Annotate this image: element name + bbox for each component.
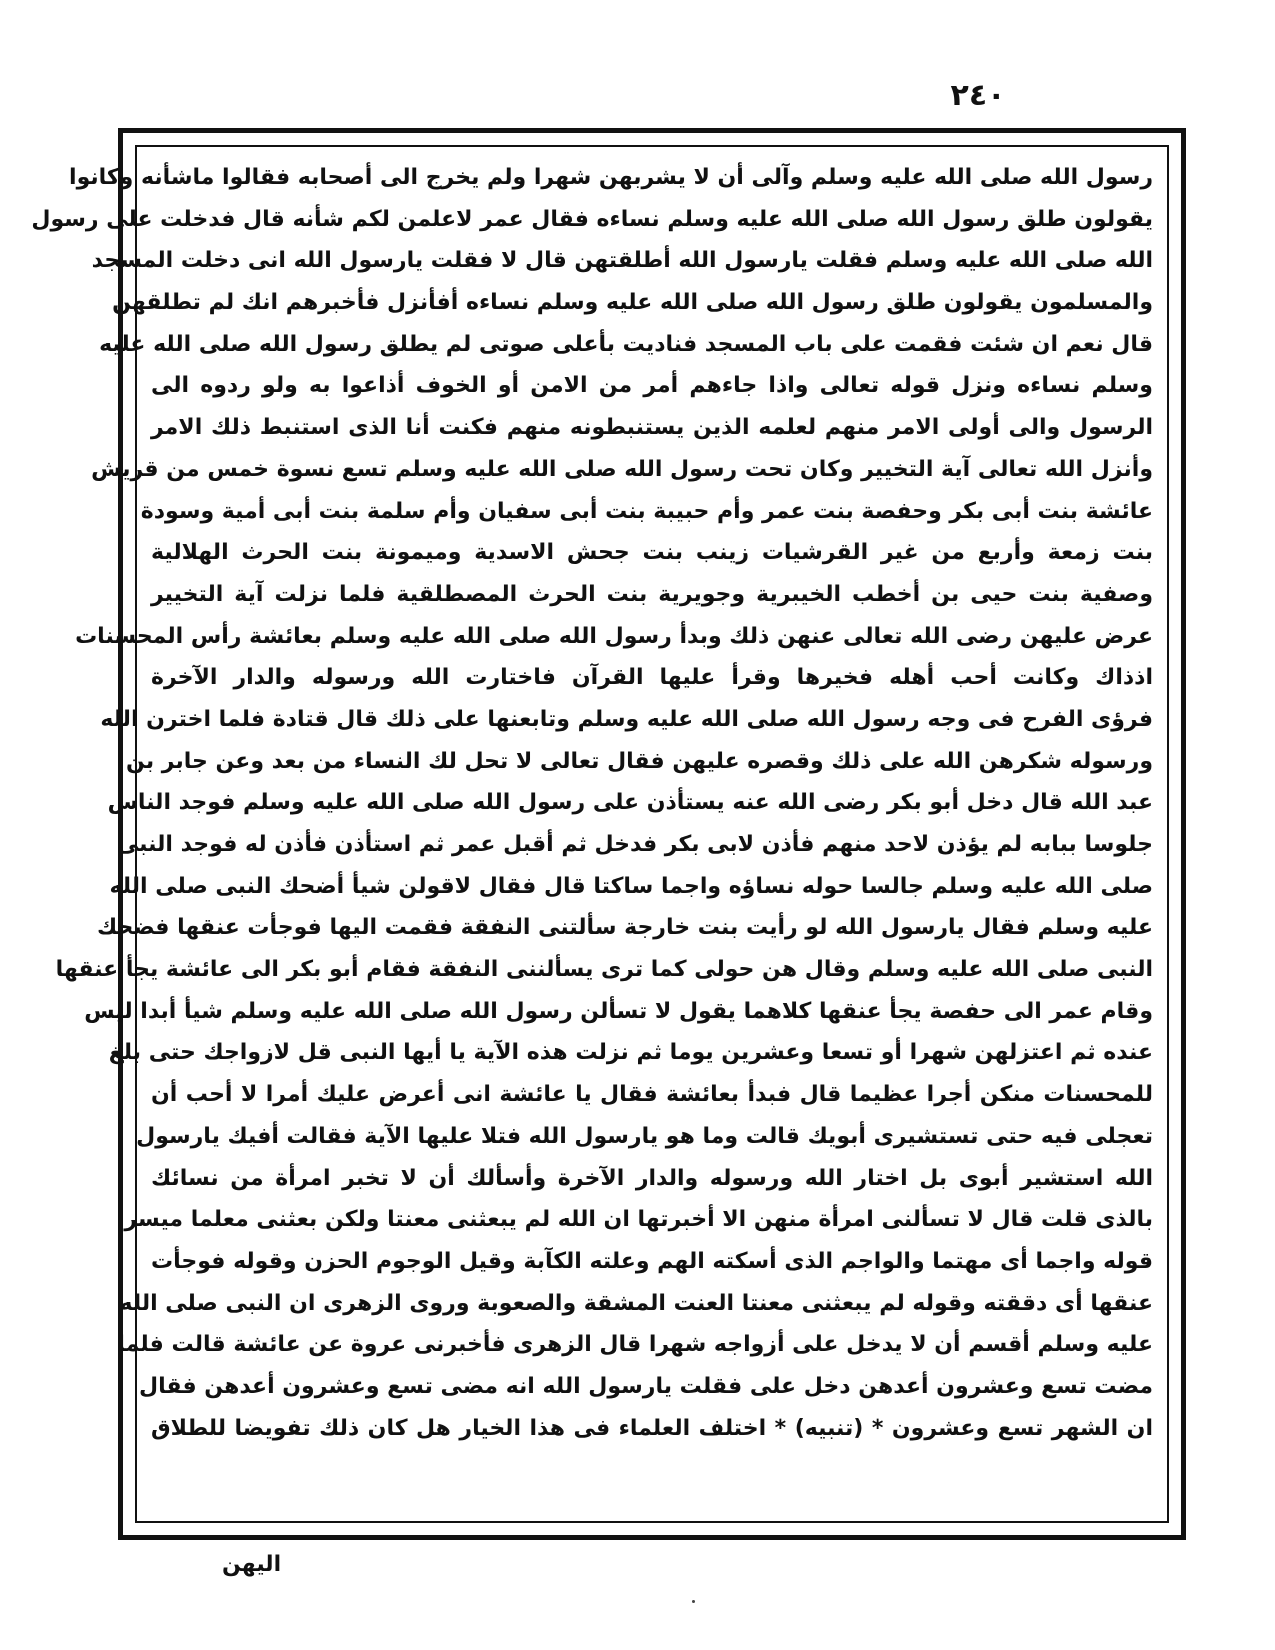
text-line: للمحسنات منكن أجرا عظيما قال فبدأ بعائشة فقال يا عائشة انى أعرض عليك أمرا لا أحب أن <box>151 1082 1153 1108</box>
text-line: عليه وسلم أقسم أن لا يدخل على أزواجه شهرا قال الزهرى فأخبرنى عروة عن عائشة قالت فلما <box>117 1332 1153 1358</box>
text-line: عرض عليهن رضى الله تعالى عنهن ذلك وبدأ رسول الله صلى الله عليه وسلم بعائشة رأس المحسنات <box>75 623 1153 649</box>
text-line: وأنزل الله تعالى آية التخيير وكان تحت رسول الله صلى الله عليه وسلم تسع نسوة خمس من قريش <box>91 456 1153 482</box>
text-line: عنقها أى دققته وقوله لم يبعثنى معنتا العنت المشقة والصعوبة وروى الزهرى ان النبى صلى الله <box>119 1290 1153 1316</box>
text-line: بنت زمعة وأربع من غير القرشيات زينب بنت جحش الاسدية وميمونة بنت الحرث الهلالية <box>151 540 1153 566</box>
page-border-outer <box>31 128 1186 1540</box>
text-line: تعجلى فيه حتى تستشيرى أبويك قالت وما هو يارسول الله فتلا عليها الآية فقالت أفيك يارسول <box>136 1123 1153 1149</box>
text-line: صلى الله عليه وسلم جالسا حوله نساؤه واجما ساكتا قال فقال لاقولن شيأ أضحك النبى صلى الله <box>109 873 1153 899</box>
text-line: يقولون طلق رسول الله صلى الله عليه وسلم نساءه فقال عمر لاعلمن لكم شأنه قال فدخلت على رسول <box>31 206 1153 232</box>
text-line: قوله واجما أى مهتما والواجم الذى أسكته الهم وعلته الكآبة وقيل الوجوم الحزن وقوله فوجأت <box>151 1248 1153 1274</box>
page-number: ٢٤٠ <box>950 78 1006 113</box>
text-line: مضت تسع وعشرون أعدهن دخل على فقلت يارسول الله انه مضى تسع وعشرون أعدهن فقال <box>139 1373 1153 1399</box>
text-line: الله صلى الله عليه وسلم فقلت يارسول الله أطلقتهن قال لا فقلت يارسول الله انى دخلت المسجد <box>91 248 1153 274</box>
text-line: قال نعم ان شئت فقمت على باب المسجد فناديت بأعلى صوتى لم يطلق رسول الله صلى الله عليه <box>99 331 1153 357</box>
text-line: ان الشهر تسع وعشرون * (تنبيه) * اختلف العلماء فى هذا الخيار هل كان ذلك تفويضا للطلاق <box>151 1415 1153 1441</box>
page-border-inner <box>31 145 1169 1523</box>
text-line: وسلم نساءه ونزل قوله تعالى واذا جاءهم أمر من الامن أو الخوف أذاعوا به ولو ردوه الى <box>151 373 1153 399</box>
catchword: اليهن <box>222 1552 282 1577</box>
text-line: رسول الله صلى الله عليه وسلم وآلى أن لا يشربهن شهرا ولم يخرج الى أصحابه فقالوا ماشأنه وكانوا <box>69 165 1153 190</box>
text-line: النبى صلى الله عليه وسلم وقال هن حولى كما ترى يسألننى النفقة فقام أبو بكر الى عائشة يجأ عنقها <box>55 957 1153 983</box>
text-line: عنده ثم اعتزلهن شهرا أو تسعا وعشرين يوما ثم نزلت هذه الآية يا أيها النبى قل لازواجك حتى بلغ <box>108 1040 1153 1066</box>
main-text-block <box>31 157 1153 1507</box>
text-line: وقام عمر الى حفصة يجأ عنقها كلاهما يقول لا تسألن رسول الله صلى الله عليه وسلم شيأ أبدا ليس <box>84 998 1153 1024</box>
text-line: الرسول والى أولى الامر منهم لعلمه الذين يستنبطونه منهم فكنت أنا الذى استنبط ذلك الامر <box>151 415 1153 441</box>
text-line <box>151 1449 1153 1491</box>
text-line: بالذى قلت قال لا تسألنى امرأة منهن الا أخبرتها ان الله لم يبعثنى معنتا ولكن بعثنى معلما ميسرا <box>116 1207 1153 1233</box>
text-line: الله استشير أبوى بل اختار الله ورسوله والدار الآخرة وأسألك أن لا تخبر امرأة من نسائك <box>151 1165 1153 1191</box>
text-line: جلوسا ببابه لم يؤذن لاحد منهم فأذن لابى بكر فدخل ثم أقبل عمر ثم استأذن فأذن له فوجد النبى <box>116 832 1153 857</box>
text-line: وصفية بنت حيى بن أخطب الخيبرية وجويرية بنت الحرث المصطلقية فلما نزلت آية التخيير <box>151 581 1153 607</box>
text-line: اذذاك وكانت أحب أهله فخيرها وقرأ عليها القرآن فاختارت الله ورسوله والدار الآخرة <box>151 665 1153 691</box>
ink-speck <box>692 1600 695 1603</box>
text-line: فرؤى الفرح فى وجه رسول الله صلى الله عليه وسلم وتابعنها على ذلك قال قتادة فلما اخترن الله <box>100 706 1153 732</box>
text-line: عبد الله قال دخل أبو بكر رضى الله عنه يستأذن على رسول الله صلى الله عليه وسلم فوجد الناس <box>107 790 1153 816</box>
text-line: عائشة بنت أبى بكر وحفصة بنت عمر وأم حبيبة بنت أبى سفيان وأم سلمة بنت أبى أمية وسودة <box>140 498 1153 524</box>
text-line: والمسلمون يقولون طلق رسول الله صلى الله عليه وسلم نساءه أفأنزل فأخبرهم انك لم تطلقهن <box>112 290 1153 316</box>
text-line: عليه وسلم فقال يارسول الله لو رأيت بنت خارجة سألتنى النفقة فقمت اليها فوجأت عنقها فضحك <box>97 915 1153 941</box>
text-line: ورسوله شكرهن الله على ذلك وقصره عليهن فقال تعالى لا تحل لك النساء من بعد وعن جابر بن <box>126 748 1153 774</box>
